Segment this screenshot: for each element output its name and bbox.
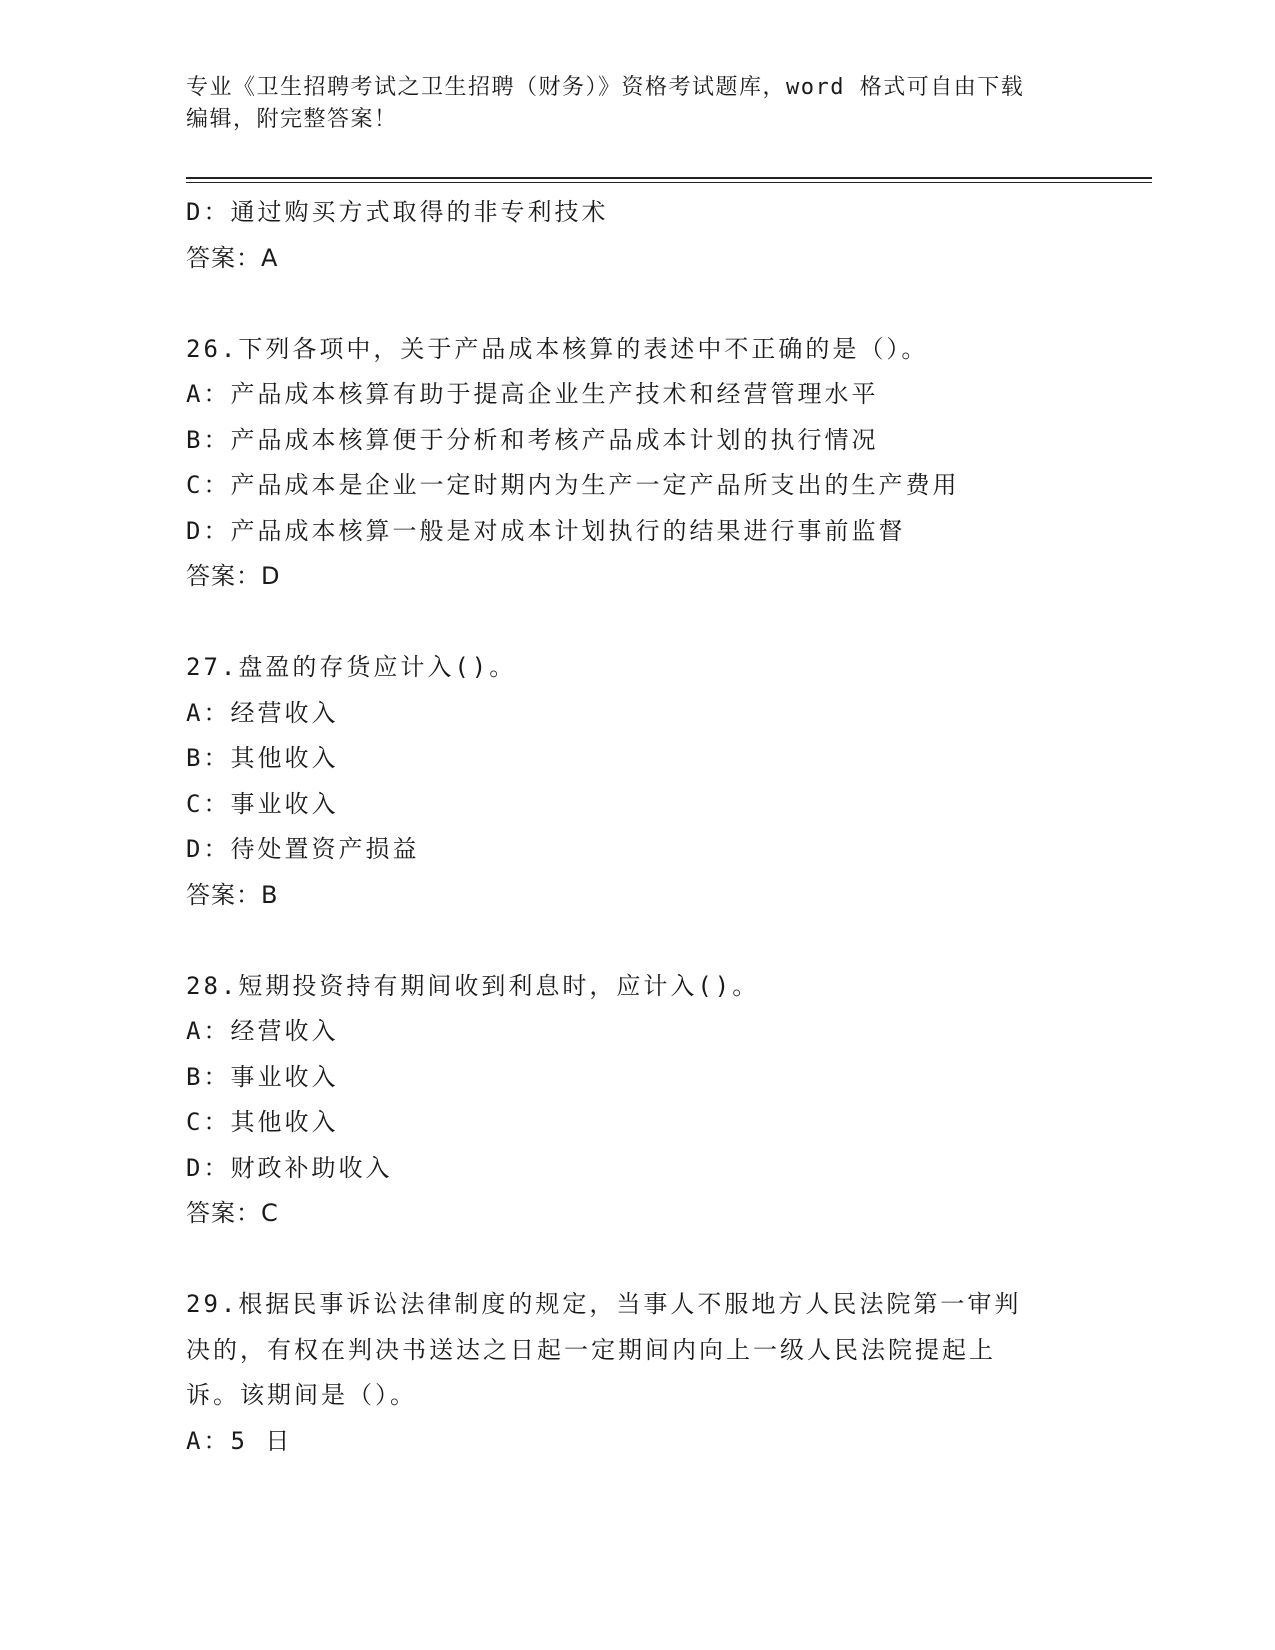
q27-option-a: A：经营收入 bbox=[186, 698, 339, 727]
q28-option-b: B：事业收入 bbox=[186, 1062, 339, 1091]
q28-option-d: D：财政补助收入 bbox=[186, 1153, 393, 1182]
q26-option-c: C：产品成本是企业一定时期内为生产一定产品所支出的生产费用 bbox=[186, 471, 960, 499]
q28-question: 28.短期投资持有期间收到利息时，应计入()。 bbox=[186, 971, 760, 1000]
q29-question-line-2: 决的，有权在判决书送达之日起一定期间内向上一级人民法院提起上 bbox=[186, 1335, 996, 1364]
question-list bbox=[186, 190, 1086, 1464]
q26-answer: 答案：D bbox=[186, 562, 281, 590]
q25-option-d: D：通过购买方式取得的非专利技术 bbox=[186, 198, 609, 226]
header-divider-thick bbox=[186, 177, 1152, 179]
header-divider-thin bbox=[186, 182, 1152, 183]
q29-question-line-3: 诉。该期间是（）。 bbox=[186, 1381, 417, 1409]
spacer bbox=[186, 281, 1086, 327]
q26-option-b: B：产品成本核算便于分析和考核产品成本计划的执行情况 bbox=[186, 425, 879, 454]
header-line-2: 编辑，附完整答案！ bbox=[186, 107, 398, 132]
q27-option-b: B：其他收入 bbox=[186, 744, 339, 772]
q29-question-line-1: 29.根据民事诉讼法律制度的规定，当事人不服地方人民法院第一审判 bbox=[186, 1290, 1022, 1318]
q27-option-d: D：待处置资产损益 bbox=[186, 835, 420, 863]
q28-answer: 答案：C bbox=[186, 1199, 279, 1227]
spacer bbox=[186, 918, 1086, 964]
q27-question: 27.盘盈的存货应计入()。 bbox=[186, 653, 517, 681]
q26-option-a: A：产品成本核算有助于提高企业生产技术和经营管理水平 bbox=[186, 380, 879, 408]
q28-option-c: C：其他收入 bbox=[186, 1108, 339, 1136]
spacer bbox=[186, 600, 1086, 646]
q25-answer: 答案：A bbox=[186, 243, 279, 272]
q27-option-c: C：事业收入 bbox=[186, 789, 339, 818]
q26-option-d: D：产品成本核算一般是对成本计划执行的结果进行事前监督 bbox=[186, 516, 906, 545]
q26-question: 26.下列各项中，关于产品成本核算的表述中不正确的是（）。 bbox=[186, 334, 929, 363]
q28-option-a: A：经营收入 bbox=[186, 1017, 339, 1045]
q29-option-a: A：5 日 bbox=[186, 1426, 293, 1455]
q27-answer: 答案：B bbox=[186, 880, 279, 909]
spacer bbox=[186, 1237, 1086, 1283]
document-header bbox=[186, 72, 1066, 136]
header-line-1: 专业《卫生招聘考试之卫生招聘（财务）》资格考试题库，word 格式可自由下载 bbox=[186, 75, 1025, 100]
